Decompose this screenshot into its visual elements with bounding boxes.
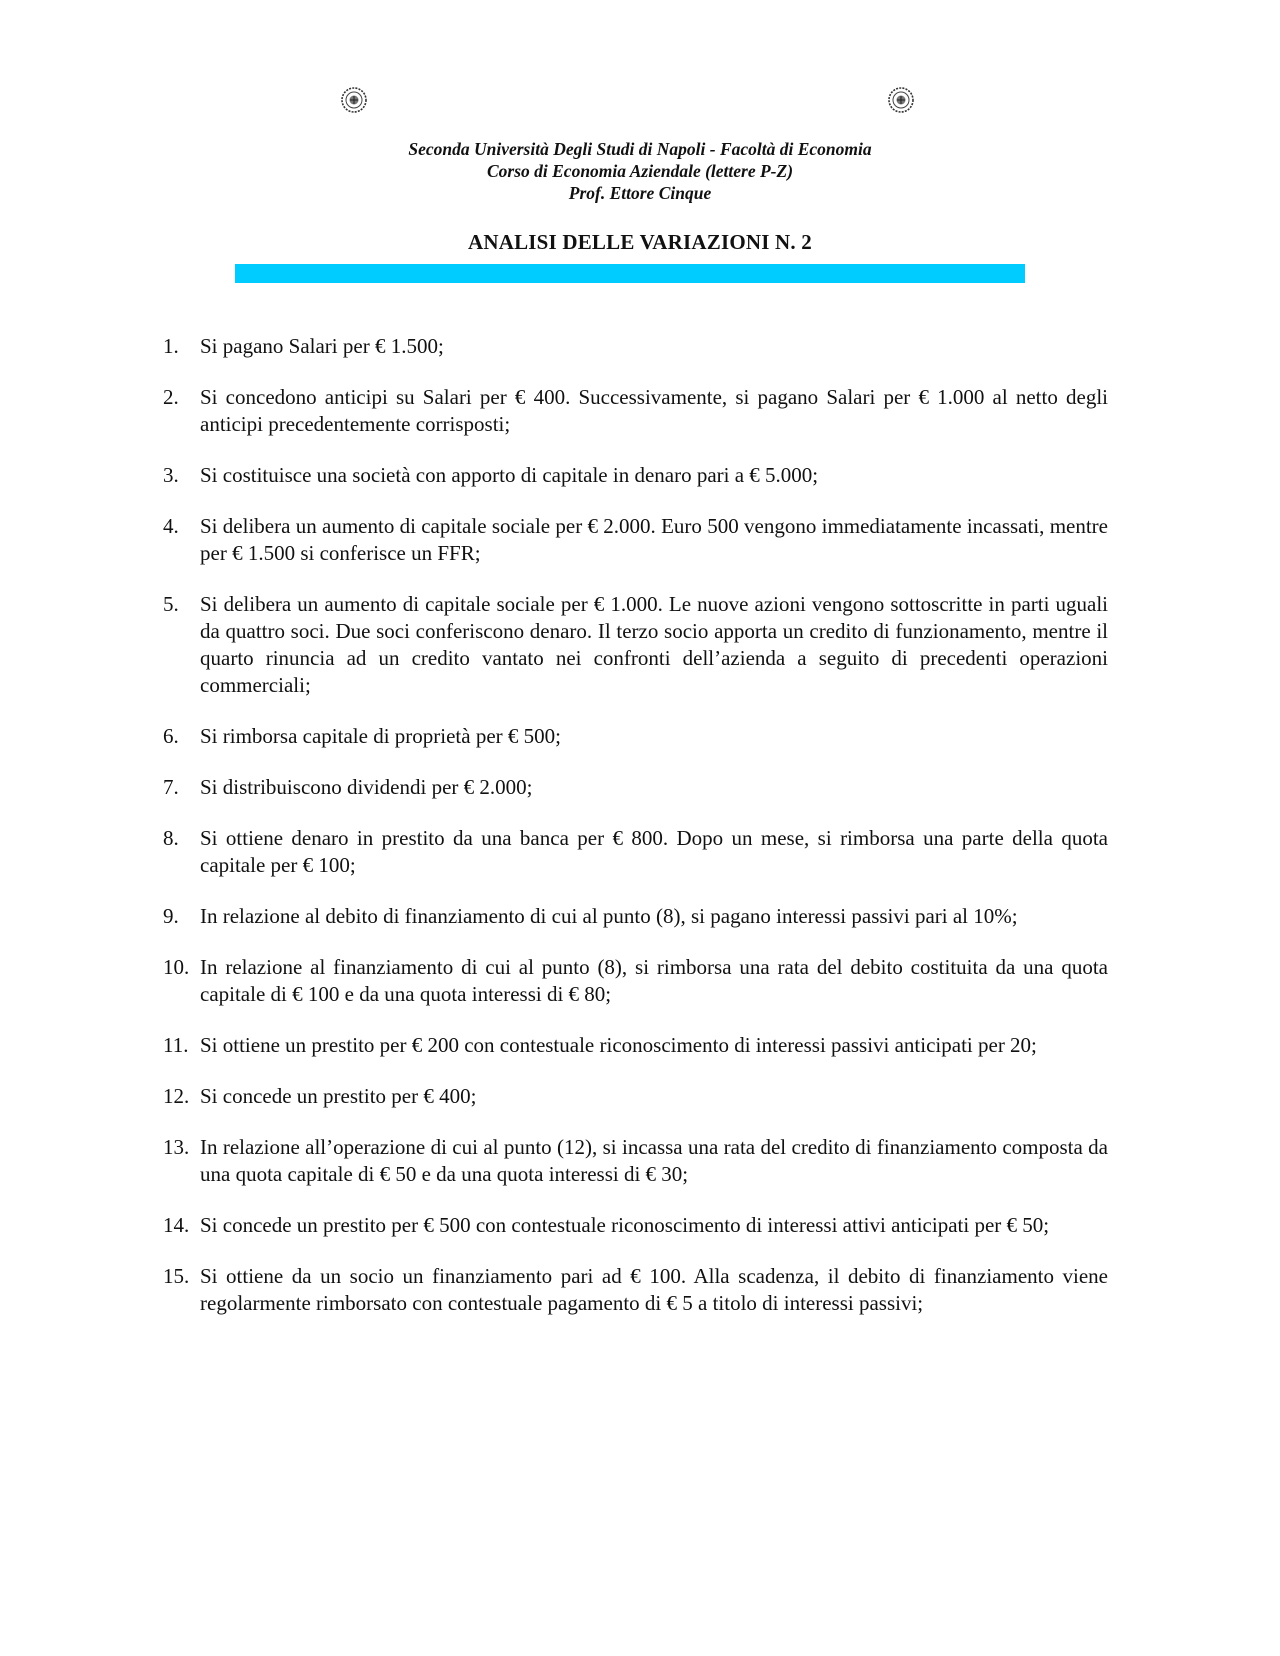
item-number: 7. bbox=[163, 775, 179, 799]
item-text: Si delibera un aumento di capitale sociale per € 1.000. Le nuove azioni vengono sottoscritte in parti uguali da quattro soci. Due soci conferiscono denaro. Il terzo socio apporta un credito di funzionamento, mentre il quarto rinuncia ad un credito vantato nei confronti dell’azienda a seguito di precedenti operazioni commerciali; bbox=[200, 592, 1108, 697]
item-number: 4. bbox=[163, 514, 179, 538]
university-name: Seconda Università Degli Studi di Napoli - Facoltà di Economia bbox=[408, 139, 872, 159]
list-item bbox=[163, 333, 1108, 360]
item-number: 9. bbox=[163, 904, 179, 928]
item-number: 2. bbox=[163, 385, 179, 409]
item-text: In relazione al debito di finanziamento di cui al punto (8), si pagano interessi passivi pari al 10%; bbox=[200, 904, 1018, 928]
item-number: 11. bbox=[163, 1033, 189, 1057]
list-item bbox=[163, 903, 1108, 930]
list-item bbox=[163, 1134, 1108, 1188]
document-header bbox=[0, 138, 1280, 204]
item-text: In relazione al finanziamento di cui al punto (8), si rimborsa una rata del debito costituita da una quota capitale di € 100 e da una quota interessi di € 80; bbox=[200, 955, 1108, 1006]
item-number: 13. bbox=[163, 1135, 190, 1159]
item-number: 3. bbox=[163, 463, 179, 487]
exercise-list bbox=[163, 333, 1108, 1317]
item-text: Si ottiene da un socio un finanziamento pari ad € 100. Alla scadenza, il debito di finanziamento viene regolarmente rimborsato con contestuale pagamento di € 5 a titolo di interessi passivi; bbox=[200, 1264, 1108, 1315]
list-item bbox=[163, 591, 1108, 699]
list-item bbox=[163, 1212, 1108, 1239]
list-item bbox=[163, 513, 1108, 567]
title-underline-bar bbox=[235, 264, 1025, 283]
item-text: Si ottiene un prestito per € 200 con contestuale riconoscimento di interessi passivi anticipati per 20; bbox=[200, 1033, 1037, 1057]
item-text: Si pagano Salari per € 1.500; bbox=[200, 334, 444, 358]
list-item bbox=[163, 954, 1108, 1008]
university-seal-left-icon bbox=[340, 86, 368, 114]
item-number: 15. bbox=[163, 1264, 190, 1288]
list-item bbox=[163, 1083, 1108, 1110]
item-text: Si costituisce una società con apporto di capitale in denaro pari a € 5.000; bbox=[200, 463, 819, 487]
item-text: Si delibera un aumento di capitale sociale per € 2.000. Euro 500 vengono immediatamente incassati, mentre per € 1.500 si conferisce un FFR; bbox=[200, 514, 1108, 565]
item-number: 5. bbox=[163, 592, 179, 616]
item-number: 8. bbox=[163, 826, 179, 850]
list-item bbox=[163, 1032, 1108, 1059]
list-item bbox=[163, 462, 1108, 489]
course-name: Corso di Economia Aziendale (lettere P-Z) bbox=[486, 161, 794, 181]
list-item bbox=[163, 825, 1108, 879]
item-number: 14. bbox=[163, 1213, 190, 1237]
item-number: 6. bbox=[163, 724, 179, 748]
item-number: 1. bbox=[163, 334, 179, 358]
professor-name: Prof. Ettore Cinque bbox=[568, 183, 712, 203]
list-item bbox=[163, 774, 1108, 801]
page-title: ANALISI DELLE VARIAZIONI N. 2 bbox=[467, 230, 813, 254]
item-text: In relazione all’operazione di cui al punto (12), si incassa una rata del credito di finanziamento composta da una quota capitale di € 50 e da una quota interessi di € 30; bbox=[200, 1135, 1108, 1186]
item-text: Si rimborsa capitale di proprietà per € 500; bbox=[200, 724, 561, 748]
list-item bbox=[163, 384, 1108, 438]
item-text: Si concedono anticipi su Salari per € 400. Successivamente, si pagano Salari per € 1.000 al netto degli anticipi precedentemente corrisposti; bbox=[200, 385, 1108, 436]
item-text: Si ottiene denaro in prestito da una banca per € 800. Dopo un mese, si rimborsa una parte della quota capitale per € 100; bbox=[200, 826, 1108, 877]
list-item bbox=[163, 723, 1108, 750]
university-seal-right-icon bbox=[887, 86, 915, 114]
item-number: 10. bbox=[163, 955, 190, 979]
item-number: 12. bbox=[163, 1084, 190, 1108]
item-text: Si concede un prestito per € 500 con contestuale riconoscimento di interessi attivi anticipati per € 50; bbox=[200, 1213, 1050, 1237]
list-item bbox=[163, 1263, 1108, 1317]
item-text: Si distribuiscono dividendi per € 2.000; bbox=[200, 775, 533, 799]
item-text: Si concede un prestito per € 400; bbox=[200, 1084, 477, 1108]
